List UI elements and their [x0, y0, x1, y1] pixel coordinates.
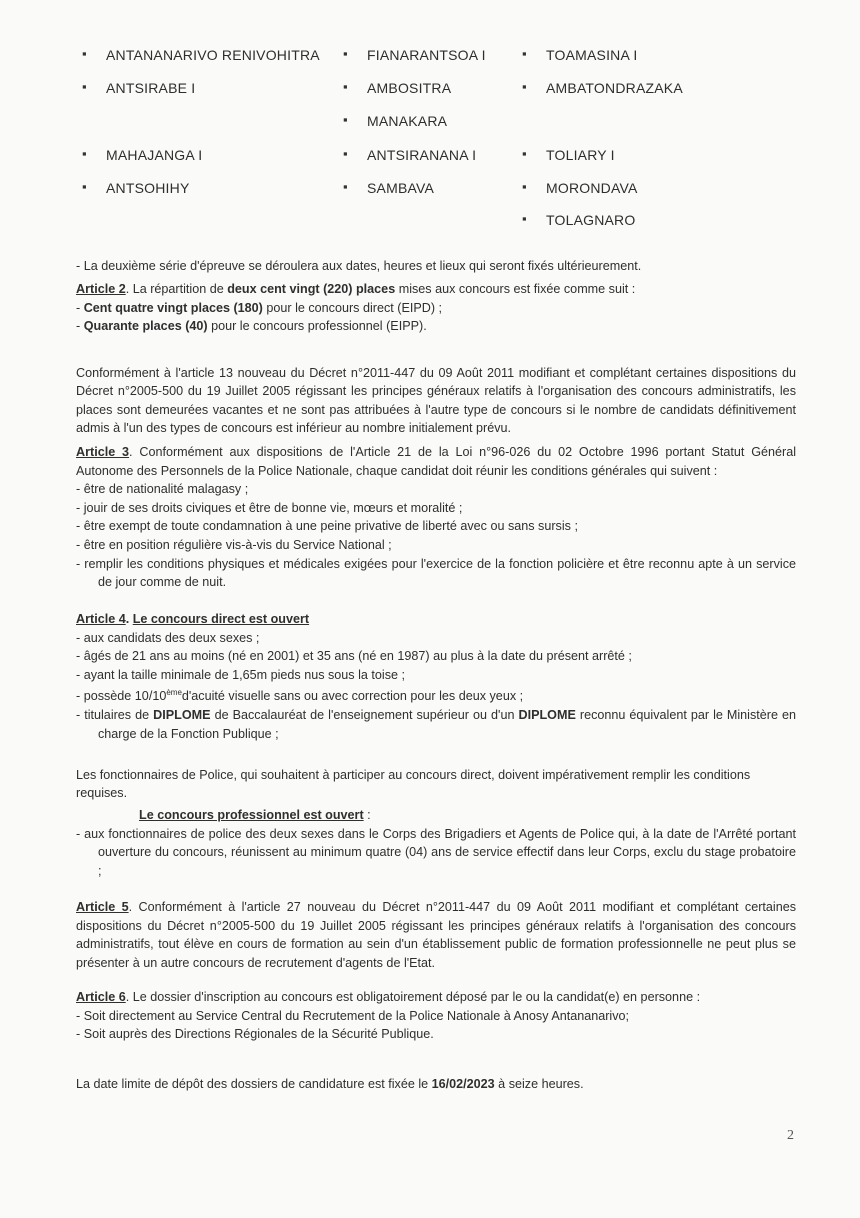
article-3-label: Article 3	[76, 445, 130, 459]
article-2	[76, 280, 796, 336]
city-item: ▪ MAHAJANGA I	[106, 147, 202, 163]
article-5	[76, 898, 796, 972]
city-item: ▪ TOLAGNARO	[546, 212, 635, 228]
article-6-item: - Soit auprès des Directions Régionales de la Sécurité Publique.	[76, 1027, 434, 1042]
article-2-places: deux cent vingt (220) places	[227, 282, 396, 296]
article-3-item: - être de nationalité malagasy ;	[76, 482, 249, 497]
article-6-intro: . Le dossier d'inscription au concours est obligatoirement déposé par le ou la candidat(e) en personne :	[125, 990, 701, 1004]
concours-professionnel-item: - aux fonctionnaires de police des deux sexes dans le Corps des Brigadiers et Agents de Police qui, à la date de l'Arrêté portant ouverture du concours, réunissent au minimum quatre (04) ans de service effectif dans leur Corps, exclu du stage probatoire ;	[76, 826, 796, 878]
article-6	[76, 988, 796, 1044]
article-2-item: - Cent quatre vingt places (180) pour le concours direct (EIPD) ;	[76, 300, 443, 315]
page-number: 2	[787, 1128, 794, 1143]
article-5-text: . Conformément à l'article 27 nouveau du Décret n°2011-447 du 09 Août 2011 modifiant et complétant certaines dispositions du Décret n°2005-500 du 19 Juillet 2005 régissant les principes généraux relatifs à l'organisation des concours administratifs, tout élève en cours de formation au sein d'un établissement public de formation professionnelle ne peut plus se présenter à un autre concours de recrutement d'agents de l'Etat.	[76, 900, 796, 970]
article-4-item: - âgés de 21 ans au moins (né en 2001) et 35 ans (né en 1987) au plus à la date du présent arrêté ;	[76, 649, 632, 664]
article-4-item: - aux candidats des deux sexes ;	[76, 630, 260, 645]
article-3	[76, 443, 796, 592]
article-3-intro: . Conformément aux dispositions de l'Article 21 de la Loi n°96-026 du 02 Octobre 1996 portant Statut Général Autonome des Personnels de la Police Nationale, chaque candidat doit réunir les conditions générales qui suivent :	[76, 445, 796, 478]
article-4-item: - possède 10/10èmed'acuité visuelle sans ou avec correction pour les deux yeux ;	[76, 688, 524, 704]
city-item: ▪ FIANARANTSOA I	[367, 47, 486, 63]
article-2-label: Article 2	[76, 282, 126, 296]
city-item: ▪ TOAMASINA I	[546, 47, 637, 63]
fonctionnaires-paragraph: Les fonctionnaires de Police, qui souhaitent à participer au concours direct, doivent impérativement remplir les conditions requises.	[76, 767, 751, 801]
article-4-title: Le concours direct est ouvert	[132, 612, 310, 626]
article-3-item: - être exempt de toute condamnation à une peine privative de liberté avec ou sans sursis ;	[76, 519, 578, 534]
article-2-intro: . La répartition de	[125, 282, 228, 296]
concours-professionnel: Le concours professionnel est ouvert : - aux fonctionnaires de police des deux sexes dans le Corps des Brigadiers et Agents de Police qui, à la date de l'Arrêté portant ouverture du concours, réunissent au minimum quatre (04) ans de service effectif dans leur Corps, exclu du stage probatoire ;	[76, 806, 796, 880]
concours-professionnel-title: Le concours professionnel est ouvert	[139, 808, 364, 822]
article-6-label: Article 6	[76, 990, 126, 1004]
article-4-item: - titulaires de DIPLOME de Baccalauréat de l'enseignement supérieur ou d'un DIPLOME reconnu équivalent par le Ministère en charge de la Fonction Publique ;	[76, 708, 797, 741]
article-2-intro-end: mises aux concours est fixée comme suit :	[395, 282, 636, 296]
city-item: ▪ TOLIARY I	[546, 147, 615, 163]
city-item: ▪ ANTANANARIVO RENIVOHITRA	[106, 47, 320, 63]
article-3-item: - jouir de ses droits civiques et être de bonne vie, mœurs et moralité ;	[76, 500, 463, 515]
city-item: ▪ AMBOSITRA	[367, 80, 451, 96]
article-3-item: - être en position régulière vis-à-vis du Service National ;	[76, 537, 392, 552]
city-item: ▪ ANTSIRANANA I	[367, 147, 476, 163]
deadline-paragraph: La date limite de dépôt des dossiers de candidature est fixée le 16/02/2023 à seize heures.	[76, 1076, 584, 1091]
article-4: Article 4. Le concours direct est ouvert - aux candidats des deux sexes ; - âgés de 21 ans au moins (né en 2001) et 35 ans (né en 1987) au plus à la date du présent arrêté ; - ayant la taille minimale de 1,65m pieds nus sous la toise ; - possède 10/10èmed'acuité visuelle sans ou avec correction pour les deux yeux ; - titulaires de DIPLOME de Baccalauréat de l'enseignement supérieur ou d'un DIPLOME reconnu équivalent par le Ministère en charge de la Fonction Publique ;	[76, 610, 796, 743]
city-item: ▪ ANTSOHIHY	[106, 180, 189, 196]
article-2-item: - Quarante places (40) pour le concours professionnel (EIPP).	[76, 319, 427, 334]
city-item: ▪ ANTSIRABE I	[106, 80, 195, 96]
conformement-paragraph: Conformément à l'article 13 nouveau du Décret n°2011-447 du 09 Août 2011 modifiant et complétant certaines dispositions du Décret n°2005-500 du 19 Juillet 2005 régissant les principes généraux relatifs à l'organisation des concours administratifs, les places sont demeurées vacantes et ne sont pas attribuées à l'autre type de concours si le nombre de candidats définitivement admis à l'un des types de concours est inférieur au nombre initialement prévu.	[76, 365, 796, 436]
article-4-label: Article 4	[76, 612, 126, 626]
deadline-date: 16/02/2023	[431, 1076, 495, 1091]
article-5-label: Article 5	[76, 900, 129, 914]
city-item: ▪ AMBATONDRAZAKA	[546, 80, 683, 96]
city-item: ▪ MANAKARA	[367, 113, 447, 129]
city-item: ▪ SAMBAVA	[367, 180, 434, 196]
article-4-item: - ayant la taille minimale de 1,65m pieds nus sous la toise ;	[76, 667, 406, 682]
city-item: ▪ MORONDAVA	[546, 180, 638, 196]
article-3-item: - remplir les conditions physiques et médicales exigées pour l'exercice de la fonction policière et être reconnu apte à un service de jour comme de nuit.	[76, 556, 796, 590]
second-series-note: - La deuxième série d'épreuve se déroulera aux dates, heures et lieux qui seront fixés ultérieurement.	[76, 258, 642, 273]
article-6-item: - Soit directement au Service Central du Recrutement de la Police Nationale à Anosy Antananarivo;	[76, 1008, 630, 1023]
